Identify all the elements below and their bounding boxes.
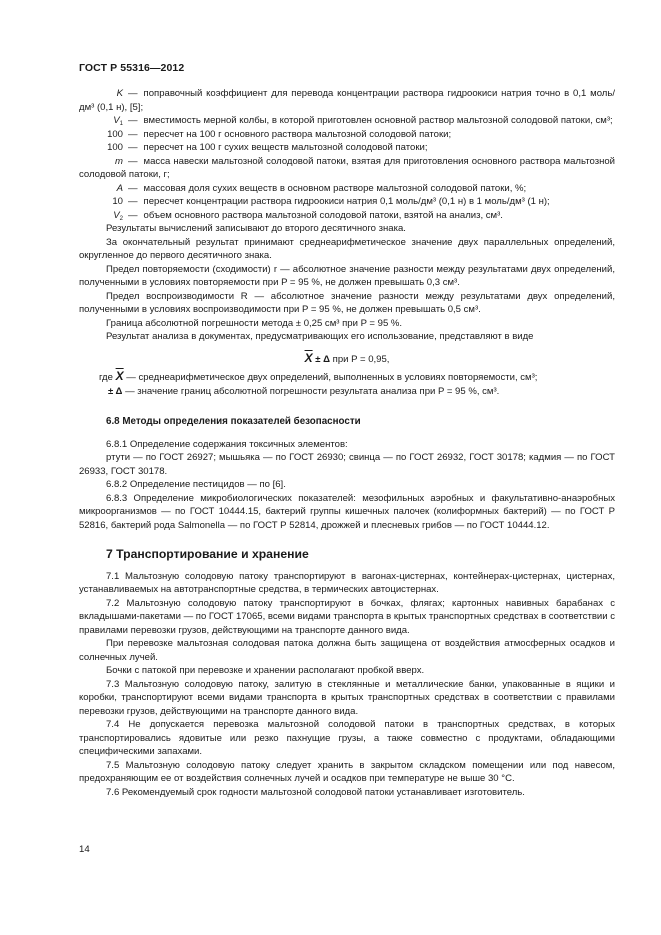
definition-item [79,114,615,128]
definition-symbol [79,87,123,101]
definition-symbol [79,155,123,169]
paragraph: 6.8.2 Определение пестицидов — по [6]. [106,479,286,490]
paragraph: Результаты вычислений записывают до второго десятичного знака. [106,223,406,234]
paragraph: Результат анализа в документах, предусматривающих его использование, представляют в виде [106,331,534,342]
paragraph: При перевозке мальтозная солодовая патока должна быть защищена от воздействия атмосферных осадков и солнечных лучей. [79,638,615,663]
symbol-letter: 100 [107,128,123,140]
definition-dash: — [128,182,138,194]
symbol-subscript: 1 [119,121,123,127]
definition-symbol [79,209,123,223]
where-line-1 [79,370,615,385]
paragraph: 7.5 Мальтозную солодовую патоку следует хранить в закрытом складском помещении или под навесом, предохраняющим ее от воздействия солнечных лучей и осадков при температуре не выше 30 °С. [79,759,615,784]
paragraph: 7.1 Мальтозную солодовую патоку транспортируют в вагонах-цистернах, контейнерах-цистернах, цистернах, устанавливаемых на автотранспортные средства, в термических автоцистернах. [79,570,615,595]
definition-symbol [79,182,123,196]
definition-dash: — [128,196,138,207]
page-content [79,87,615,799]
paragraph: 6.8.3 Определение микробиологических показателей: мезофильных аэробных и факультативно-анаэробных микроорганизмов — по ГОСТ 10444.15, бактерий группы кишечных палочек (колиформных бактерий) — по ГОСТ Р 52816, бактерий рода Salmonella — по ГОСТ Р 52814, дрожжей и плесневых грибов — по ГОСТ 10444.12. [79,492,615,531]
paragraph: 7.4 Не допускается перевозка мальтозной солодовой патоки в транспортных средствах, в которых транспортировались ядовитые или резко пахнущие грузы, а также совместно с продуктами, обладающими специфическими запахами. [79,719,615,757]
definition-dash: — [128,128,138,140]
definition-symbol [79,128,123,142]
paragraph: 7.6 Рекомендуемый срок годности мальтозной солодовой патоки устанавливает изготовитель. [106,786,525,798]
formula-plus-minus: ± Δ [315,353,330,365]
symbol-letter: m [115,155,123,167]
paragraph: 7.3 Мальтозную солодовую патоку, залитую в стеклянные и металлические банки, упакованные в ящики и коробки, транспортируют всеми видами транспорта в крытых транспортных средствах в соответствии с правилами перевозки грузов, действующими на транспорте данного вида. [79,678,615,717]
where-mean-text: — среднеарифметическое двух определений, выполненных в условиях повторяемости, см³; [126,372,538,383]
symbol-letter: V [113,209,120,221]
definition-item [79,209,615,223]
page-number: 14 [79,844,90,855]
paragraph: 6.8.1 Определение содержания токсичных элементов: [106,438,348,450]
paragraph: ртути — по ГОСТ 26927; мышьяка — по ГОСТ 26930; свинца — по ГОСТ 26932, ГОСТ 30178; кадмия — по ГОСТ 26933, ГОСТ 30178. [79,452,615,477]
definitions-list [79,87,615,222]
paragraph: Предел воспроизводимости R — абсолютное значение разности между результатами двух определений, полученными в условиях воспроизводимости при P = 95 %, не должен превышать 0,5 см³. [79,290,615,315]
definition-item [79,128,615,142]
definition-item [79,195,615,209]
definition-item [79,141,615,155]
definition-dash: — [128,209,138,221]
paragraph: Граница абсолютной погрешности метода ± 0,25 см³ при P = 95 %. [106,317,403,329]
symbol-letter: 10 [112,196,123,207]
formula-mean-symbol: $\overline{X}$ [304,350,313,365]
paragraph: Предел повторяемости (сходимости) r — абсолютное значение разности между результатами двух определений, полученными в условиях повторяемости при P = 95 %, не должен превышать 0,3 см³. [79,263,615,288]
symbol-letter: V [113,115,120,126]
definition-text: пересчет на 100 г основного раствора мальтозной солодовой патоки; [143,128,452,140]
definition-text: масса навески мальтозной солодовой патоки, взятая для приготовления основного раствора мальтозной солодовой патоки, г; [79,155,615,180]
definition-text: поправочный коэффициент для перевода концентрации раствора гидроокиси натрия точно в 0,1 моль/дм³ (0,1 н), [5]; [79,88,615,113]
definition-item [79,182,615,196]
definition-symbol [79,195,123,209]
where-line-2 [79,385,615,399]
symbol-subscript: 2 [119,215,123,222]
definition-dash: — [128,155,138,167]
where-pm-symbol: ± Δ [108,385,123,397]
symbol-letter: A [116,182,123,194]
where-mean-symbol: $\overline{X}$ [115,369,124,383]
definition-text: вместимость мерной колбы, в которой приготовлен основной раствор мальтозной солодовой патоки, см³; [143,115,613,126]
section-7-body [79,570,615,800]
definition-text: пересчет концентрации раствора гидроокиси натрия 0,1 моль/дм³ (0,1 н) в 1 моль/дм³ (1 н); [143,196,550,207]
section-6-8-heading: 6.8 Методы определения показателей безопасности [106,416,361,427]
where-lead: где [99,372,113,383]
definition-symbol [79,141,123,155]
definition-text: объем основного раствора мальтозной солодовой патоки, взятой на анализ, см³. [143,209,503,221]
paragraph: Бочки с патокой при перевозке и хранении располагают пробкой вверх. [106,665,425,676]
paragraph: 7.2 Мальтозную солодовую патоку транспортируют в бочках, флягах; картонных навивных барабанах с вкладышами-пакетами — по ГОСТ 17065, всеми видами транспорта в крытых транспортных средствах в соответствии с правилами перевозки грузов, действующими на транспорте данного вида. [79,597,615,636]
formula-condition: при P = 0,95, [332,353,390,365]
definition-dash: — [128,88,138,99]
definition-item [79,87,615,114]
results-paragraphs [79,222,615,344]
paragraph: За окончательный результат принимают среднеарифметическое значение двух параллельных определений, округленное до первого десятичного знака. [79,236,615,261]
symbol-letter: K [116,88,123,99]
where-pm-text: — значение границ абсолютной погрешности результата анализа при P = 95 %, см³. [125,385,500,397]
definition-dash: — [128,142,138,153]
result-formula [79,352,615,367]
definition-text: пересчет на 100 г сухих веществ мальтозной солодовой патоки; [143,142,428,153]
definition-text: массовая доля сухих веществ в основном растворе мальтозной солодовой патоки, %; [143,182,527,194]
symbol-letter: 100 [107,142,123,153]
section-6-8-body [79,438,615,533]
section-7-heading: 7 Транспортирование и хранение [106,547,309,561]
definition-item [79,155,615,182]
definition-dash: — [128,115,138,126]
definition-symbol [79,114,123,128]
document-header: ГОСТ Р 55316—2012 [79,62,185,74]
